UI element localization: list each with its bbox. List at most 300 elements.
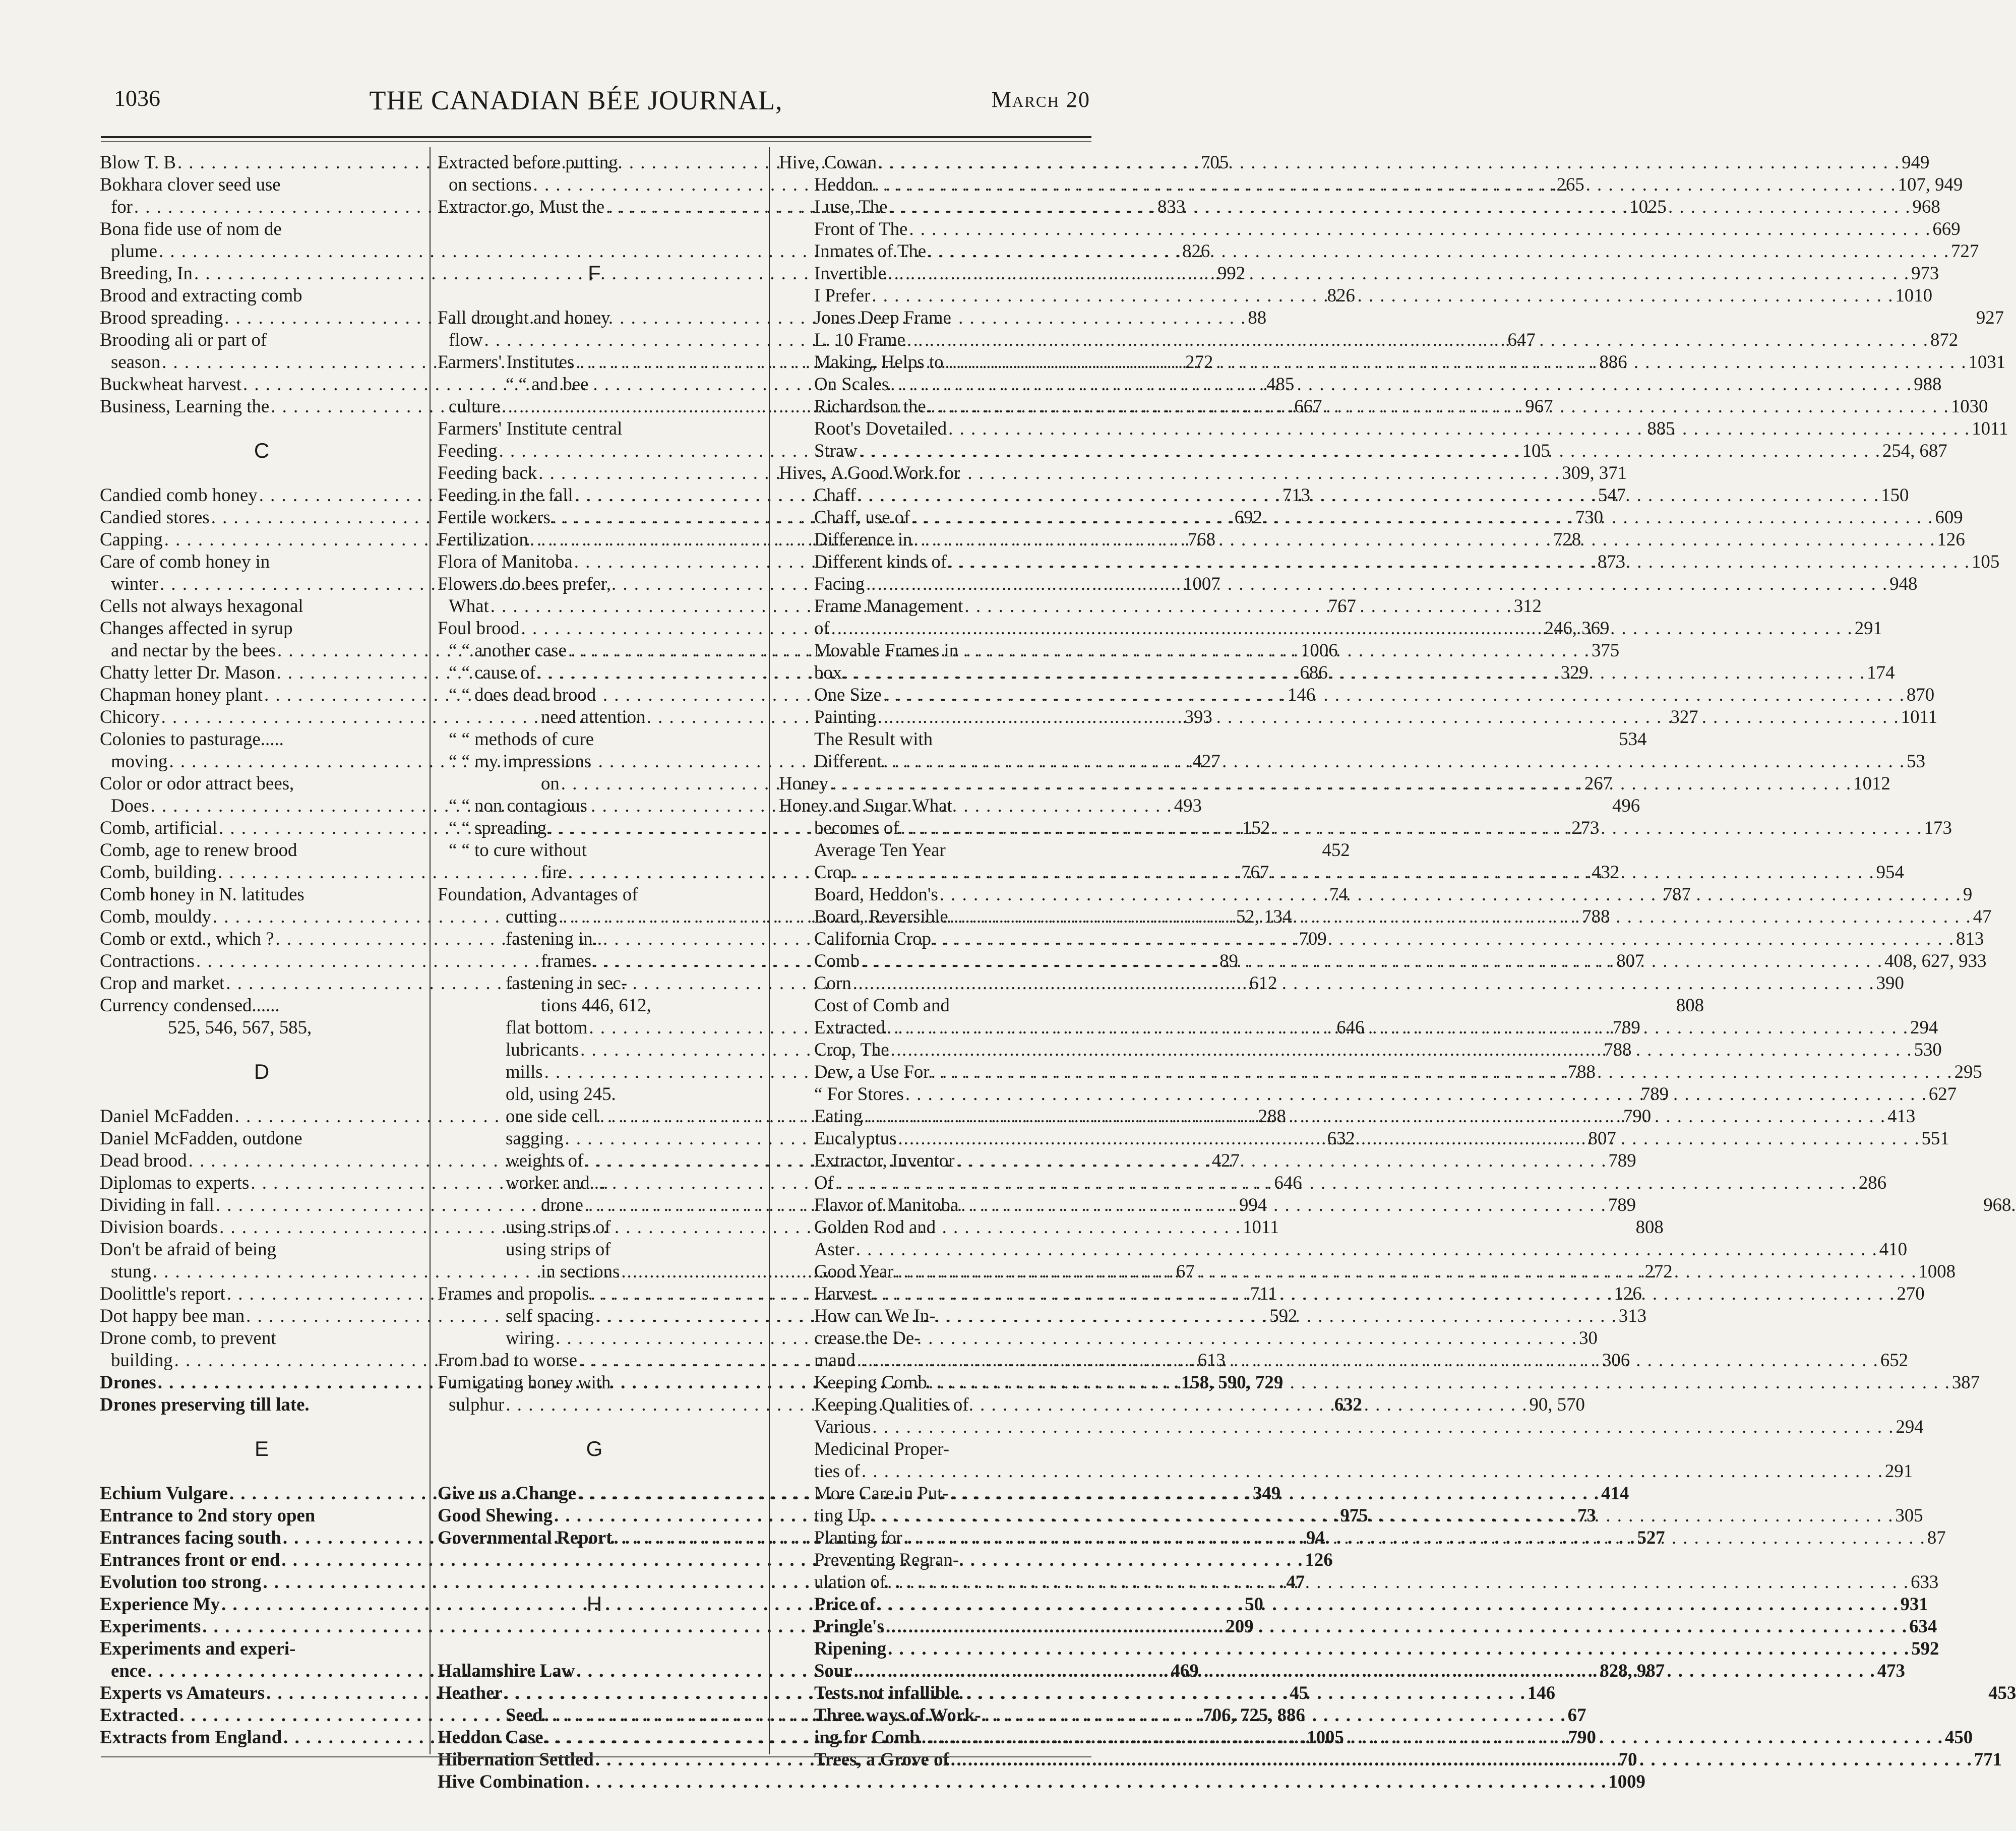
dot-leader bbox=[886, 1571, 1911, 1593]
index-entry bbox=[100, 772, 423, 795]
page-reference: 771 bbox=[1974, 1749, 2002, 1769]
page-reference: 728 bbox=[1553, 529, 1581, 550]
page-reference: 312 bbox=[1513, 595, 1542, 616]
dot-leader bbox=[583, 1771, 1608, 1793]
page-reference: 886 bbox=[1599, 351, 1627, 372]
entry-title: Contractions bbox=[100, 950, 195, 971]
entry-title: Aster bbox=[814, 1239, 854, 1259]
index-entry bbox=[100, 218, 423, 240]
entry-title: Difference in bbox=[814, 529, 912, 550]
entry-title: Fall drought and honey bbox=[438, 307, 610, 328]
index-entry bbox=[779, 595, 1091, 617]
page-reference: 273 bbox=[1571, 817, 1600, 838]
entry-title: Different kinds of bbox=[814, 551, 947, 572]
page-reference: 173 bbox=[1924, 817, 1952, 838]
footer-rule bbox=[101, 1756, 1091, 1757]
entry-title: Changes affected in syrup bbox=[100, 618, 293, 638]
page-reference: 88 bbox=[1248, 307, 1267, 328]
entry-title: Daniel McFadden, outdone bbox=[100, 1128, 302, 1148]
spacer bbox=[438, 218, 751, 240]
page-header bbox=[0, 85, 1152, 125]
page-reference: 948 bbox=[1889, 573, 1918, 594]
page-reference: 50 bbox=[1245, 1594, 1263, 1614]
entry-title: Experience My bbox=[100, 1594, 220, 1614]
section-letter: E bbox=[254, 1437, 269, 1460]
entry-title: Extractor go, Must the bbox=[438, 196, 605, 217]
page-reference: 988 bbox=[1914, 374, 1942, 394]
page-reference: 270 bbox=[1897, 1283, 1925, 1304]
entry-title: mills bbox=[506, 1061, 543, 1082]
entry-title: California Crop bbox=[814, 928, 931, 949]
page-reference: 592 bbox=[1911, 1638, 1939, 1659]
dot-leader bbox=[851, 972, 1876, 994]
entry-title: plume bbox=[111, 240, 157, 261]
entry-title: Seed bbox=[506, 1704, 543, 1725]
page-reference: 291 bbox=[1885, 1460, 1913, 1481]
dot-leader bbox=[938, 883, 1963, 905]
entry-title: Candied stores bbox=[100, 507, 210, 527]
page-reference: 158, 590, 729 bbox=[1181, 1372, 1284, 1392]
page-reference: 790 bbox=[1623, 1106, 1652, 1126]
page-reference: 294 bbox=[1896, 1416, 1924, 1437]
entry-title: Farmers' Institute central bbox=[438, 418, 623, 439]
page-reference: 70 bbox=[1618, 1749, 1637, 1769]
entry-title: Different bbox=[814, 751, 882, 771]
entry-title: Bokhara clover seed use bbox=[100, 174, 281, 195]
entry-title: Capping bbox=[100, 529, 163, 550]
dot-leader bbox=[931, 928, 1956, 950]
index-entry bbox=[100, 1327, 423, 1349]
page-reference: 808 bbox=[1676, 995, 1704, 1015]
index-entry bbox=[100, 728, 423, 750]
entry-title: becomes of bbox=[814, 817, 899, 838]
index-entry bbox=[779, 1460, 1913, 1482]
page-reference: 954 bbox=[1876, 862, 1904, 882]
dot-leader bbox=[912, 528, 1937, 551]
dot-leader bbox=[886, 262, 1911, 284]
index-entry bbox=[779, 1637, 1939, 1660]
index-entry bbox=[779, 1393, 1091, 1416]
dot-leader bbox=[885, 1016, 1910, 1039]
entry-title: frames bbox=[541, 950, 592, 971]
page-reference: 413 bbox=[1887, 1106, 1916, 1126]
index-entry bbox=[438, 972, 751, 994]
page-reference: 730 bbox=[1575, 507, 1604, 527]
page-reference: 286 bbox=[1858, 1172, 1887, 1193]
entry-title: Hallamshire Law bbox=[438, 1660, 575, 1681]
page-reference: 632 bbox=[1334, 1394, 1362, 1415]
page-reference: 272 bbox=[1644, 1261, 1673, 1281]
entry-title: “ “ does dead brood bbox=[449, 684, 596, 705]
dot-leader bbox=[854, 1238, 1879, 1260]
index-entry bbox=[779, 639, 1091, 661]
page-reference: 949 bbox=[1902, 152, 1930, 172]
entry-title: Inmates of The bbox=[814, 240, 927, 261]
entry-title: One Size bbox=[814, 684, 882, 705]
entry-title: tions 446, 612, bbox=[541, 995, 651, 1015]
entry-title: Breeding, In bbox=[100, 263, 193, 283]
index-entry bbox=[100, 1238, 423, 1260]
entry-title: Color or odor attract bees, bbox=[100, 773, 294, 794]
entry-title: “ “ methods of cure bbox=[449, 728, 594, 749]
entry-title: Daniel McFadden bbox=[100, 1106, 233, 1126]
entry-title: Division boards bbox=[100, 1216, 218, 1237]
dot-leader bbox=[856, 1349, 1880, 1371]
page-reference: 107, 949 bbox=[1898, 174, 1963, 195]
page-reference: 711 bbox=[1250, 1283, 1277, 1304]
dot-leader bbox=[949, 1748, 1974, 1771]
page-reference: 295 bbox=[1954, 1061, 1982, 1082]
dot-leader bbox=[830, 617, 1855, 639]
page-reference: 126 bbox=[1937, 529, 1965, 550]
page-reference: 873 bbox=[1597, 551, 1626, 572]
page-reference: 609 bbox=[1935, 507, 1963, 527]
page-reference: 152 bbox=[1242, 817, 1270, 838]
page-reference: 692 bbox=[1234, 507, 1262, 527]
entry-title: flow bbox=[449, 329, 483, 350]
page-reference: 551 bbox=[1921, 1128, 1949, 1148]
page-reference: 89 bbox=[1219, 950, 1238, 971]
entry-title: Governmental Report bbox=[438, 1527, 613, 1548]
page-reference: 146 bbox=[1288, 684, 1316, 705]
entry-title: Colonies to pasturage..... bbox=[100, 728, 284, 749]
page-reference: 329 bbox=[1560, 662, 1589, 683]
page-reference: 414 bbox=[1601, 1483, 1629, 1503]
entry-title: Richardson the bbox=[814, 396, 926, 416]
page-reference: 807 bbox=[1588, 1128, 1616, 1148]
dot-leader bbox=[860, 1460, 1885, 1482]
entry-title: Hive, Cowan bbox=[779, 152, 877, 172]
spacer bbox=[438, 1549, 751, 1571]
entry-title: Ripening bbox=[814, 1638, 887, 1659]
index-entry bbox=[779, 1482, 1091, 1504]
entry-title: Three ways of Work- bbox=[814, 1704, 981, 1725]
entry-title: “ “ non contagious bbox=[449, 795, 587, 816]
page-reference: 768 bbox=[1187, 529, 1215, 550]
dot-leader bbox=[930, 1061, 1954, 1083]
entry-title: Crop, The bbox=[814, 1039, 889, 1060]
dot-leader bbox=[871, 1416, 1896, 1438]
page-reference: 126 bbox=[1305, 1549, 1333, 1570]
section-letter: D bbox=[254, 1060, 270, 1083]
journal-title: THE CANADIAN BÉE JOURNAL, bbox=[369, 85, 783, 115]
page-reference: 634 bbox=[1909, 1616, 1937, 1636]
entry-title: Fertilization bbox=[438, 529, 528, 550]
entry-title: Chapman honey plant bbox=[100, 684, 263, 705]
entry-title: sagging bbox=[506, 1128, 564, 1148]
page-reference: 790 bbox=[1568, 1727, 1596, 1747]
entry-title: Does bbox=[111, 795, 149, 816]
page-reference: 788 bbox=[1604, 1039, 1632, 1060]
dot-leader bbox=[863, 1105, 1887, 1127]
index-entry bbox=[438, 307, 751, 329]
entry-title: on sections bbox=[449, 174, 532, 195]
page-reference: 968. bbox=[1983, 1194, 2016, 1215]
dot-leader bbox=[926, 240, 1951, 262]
entry-title: ting Up bbox=[814, 1505, 871, 1525]
page-reference: 592 bbox=[1269, 1305, 1298, 1326]
dot-leader bbox=[865, 573, 1889, 595]
dot-leader bbox=[886, 1637, 1911, 1660]
page-reference: 789 bbox=[1612, 1017, 1640, 1037]
entry-title: fastening in sec- bbox=[506, 972, 628, 993]
page-reference: 126 bbox=[1614, 1283, 1642, 1304]
entry-title: Frames and propolis bbox=[438, 1283, 589, 1304]
entry-title: Honey bbox=[779, 773, 829, 794]
entry-title: On Scales bbox=[814, 374, 889, 394]
entry-title: Making, Helps to bbox=[814, 351, 944, 372]
page-reference: 975 bbox=[1340, 1505, 1368, 1525]
page-reference: 410 bbox=[1879, 1239, 1907, 1259]
entry-title: “ “ to cure without bbox=[449, 839, 587, 860]
entry-title: Bona fide use of nom de bbox=[100, 218, 282, 239]
page-reference: 706, 725, 886 bbox=[1203, 1704, 1305, 1725]
page-reference: 646 bbox=[1274, 1172, 1302, 1193]
page-reference: 973 bbox=[1911, 263, 1939, 283]
index-entry bbox=[438, 151, 751, 173]
entry-title: stung bbox=[111, 1261, 151, 1281]
entry-title: The Result with bbox=[814, 728, 933, 749]
dot-leader bbox=[858, 440, 1882, 462]
entry-title: ence bbox=[111, 1660, 146, 1681]
entry-title: Various bbox=[814, 1416, 871, 1437]
entry-title: Brood spreading bbox=[100, 307, 223, 328]
dot-leader bbox=[828, 772, 1853, 795]
entry-title: Candied comb honey bbox=[100, 484, 258, 505]
entry-title: Buckwheat harvest bbox=[100, 374, 241, 394]
dot-leader bbox=[907, 218, 1932, 240]
page-reference: 393 bbox=[1184, 706, 1212, 727]
entry-title: Crop and market bbox=[100, 972, 225, 993]
entry-title: Comb, building bbox=[100, 862, 217, 882]
dot-leader bbox=[856, 484, 1881, 506]
spacer bbox=[438, 1637, 751, 1660]
dot-leader bbox=[905, 329, 1930, 351]
page-reference: 1011 bbox=[1901, 706, 1937, 727]
entry-title: Foul brood bbox=[438, 618, 520, 638]
entry-title: Eucalyptus bbox=[814, 1128, 897, 1148]
page-reference: 826 bbox=[1182, 240, 1210, 261]
entry-title: Chaff, use of bbox=[814, 507, 910, 527]
entry-title: ulation of bbox=[814, 1571, 886, 1592]
entry-title: Jones Deep Frame bbox=[814, 307, 951, 328]
page-reference: 527 bbox=[1637, 1527, 1665, 1548]
entry-title: “ “ another case bbox=[449, 640, 567, 660]
entry-title: Comb honey in N. latitudes bbox=[100, 884, 304, 904]
page-reference: 387 bbox=[1951, 1372, 1980, 1392]
index-entry bbox=[100, 994, 423, 1016]
page-reference: 150 bbox=[1881, 484, 1909, 505]
dot-leader bbox=[876, 706, 1901, 728]
entry-title: flat bottom bbox=[506, 1017, 588, 1037]
entry-title: “ “ cause of bbox=[449, 662, 536, 683]
entry-title: in sections bbox=[541, 1261, 620, 1281]
entry-title: Facing bbox=[814, 573, 865, 594]
section-letter: G bbox=[586, 1437, 603, 1460]
index-entry bbox=[779, 728, 1091, 750]
entry-title: Brooding ali or part of bbox=[100, 329, 267, 350]
dot-leader bbox=[920, 1726, 1945, 1748]
entry-title: Chatty letter Dr. Mason bbox=[100, 662, 275, 683]
page-reference: 408, 627, 933 bbox=[1884, 950, 1987, 971]
page-reference: 1030 bbox=[1950, 396, 1988, 416]
page-reference: 789 bbox=[1608, 1194, 1636, 1215]
page-reference: 288 bbox=[1258, 1106, 1286, 1126]
entry-title: old, using 245. bbox=[506, 1083, 616, 1104]
entry-title: using strips of bbox=[506, 1239, 611, 1259]
page-reference: 47 bbox=[1973, 906, 1992, 927]
index-entry bbox=[438, 573, 751, 595]
entry-title: Drones preserving till late. bbox=[100, 1394, 310, 1415]
page-reference: 1011 bbox=[1972, 418, 2008, 439]
page-reference: 1012 bbox=[1853, 773, 1890, 794]
page-reference: 992 bbox=[1217, 263, 1246, 283]
dot-leader bbox=[882, 684, 1907, 706]
column-divider bbox=[769, 147, 770, 1754]
entry-title: drone bbox=[541, 1194, 583, 1215]
dot-leader bbox=[583, 1149, 1608, 1172]
entry-title: I use, The bbox=[814, 196, 888, 217]
page-reference: 813 bbox=[1956, 928, 1984, 949]
entry-title: L. 10 Frame bbox=[814, 329, 905, 350]
dot-leader bbox=[583, 1194, 1608, 1216]
page-reference: 1006 bbox=[1301, 640, 1338, 660]
page-reference: 493 bbox=[1174, 795, 1202, 816]
index-entry bbox=[779, 839, 1091, 861]
entry-title: Entrances front or end bbox=[100, 1549, 280, 1570]
entry-title: Good Shewing bbox=[438, 1505, 553, 1525]
page-reference: 788 bbox=[1567, 1061, 1596, 1082]
entry-title: Flora of Manitoba bbox=[438, 551, 573, 572]
entry-title: Flowers do bees prefer, bbox=[438, 573, 611, 594]
page-reference: 254, 687 bbox=[1882, 440, 1947, 461]
entry-title: of bbox=[814, 618, 830, 638]
entry-title: How can We In- bbox=[814, 1305, 936, 1326]
page-reference: 885 bbox=[1647, 418, 1675, 439]
page-reference: 327 bbox=[1670, 706, 1698, 727]
index-entry bbox=[779, 1149, 1091, 1172]
index-entry bbox=[779, 795, 1091, 817]
page-reference: 613 bbox=[1197, 1350, 1226, 1370]
index-entry bbox=[779, 1416, 1924, 1438]
page-reference: 968 bbox=[1912, 196, 1940, 217]
page-reference: 627 bbox=[1928, 1083, 1957, 1104]
entry-title: Entrances facing south bbox=[100, 1527, 281, 1548]
entry-title: Tests not infallible. bbox=[814, 1682, 964, 1703]
entry-title: Evolution too strong bbox=[100, 1571, 262, 1592]
page-reference: 686 bbox=[1300, 662, 1328, 683]
page-reference: 767 bbox=[1241, 862, 1269, 882]
entry-title: lubricants bbox=[506, 1039, 579, 1060]
entry-title: Planting for bbox=[814, 1527, 902, 1548]
page-reference: 146 bbox=[1527, 1682, 1556, 1703]
entry-title: Front of The bbox=[814, 218, 908, 239]
page-reference: 652 bbox=[1880, 1350, 1909, 1370]
page-reference: 1010 bbox=[1895, 285, 1932, 306]
entry-title: Comb, mouldy bbox=[100, 906, 211, 927]
page-reference: 272 bbox=[1185, 351, 1213, 372]
entry-title: Hive Combination bbox=[438, 1771, 584, 1792]
entry-title: Hibernation Settled bbox=[438, 1749, 594, 1769]
dot-leader bbox=[897, 1127, 1922, 1149]
page-reference: 246, 369 bbox=[1544, 618, 1610, 638]
section-letter: H bbox=[586, 1592, 602, 1616]
entry-title: “ “ my impressions bbox=[449, 751, 592, 771]
page-reference: 306 bbox=[1602, 1350, 1630, 1370]
page-reference: 788 bbox=[1582, 906, 1610, 927]
entry-title: Comb or extd., which ? bbox=[100, 928, 274, 949]
dot-leader bbox=[889, 373, 1914, 395]
entry-title: Flavor of Manitoba bbox=[814, 1194, 959, 1215]
page-reference: 174 bbox=[1867, 662, 1895, 683]
page-reference: 789 bbox=[1608, 1150, 1636, 1171]
header-rule-thin bbox=[101, 141, 1091, 142]
index-entry bbox=[100, 617, 423, 639]
dot-leader bbox=[947, 551, 1972, 573]
index-entry bbox=[438, 373, 751, 395]
entry-title: Extracted before putting bbox=[438, 152, 618, 172]
index-entry bbox=[779, 1238, 1907, 1260]
entry-title: Root's Dovetailed bbox=[814, 418, 947, 439]
page-number: 1036 bbox=[114, 85, 160, 111]
entry-title: building bbox=[111, 1350, 173, 1370]
dot-leader bbox=[884, 1615, 1909, 1637]
page-reference: 390 bbox=[1876, 972, 1904, 993]
entry-title: using strips of bbox=[506, 1216, 611, 1237]
page-reference: 967 bbox=[1525, 396, 1553, 416]
page-reference: 67 bbox=[1567, 1704, 1586, 1725]
index-entry bbox=[779, 1216, 1091, 1238]
entry-title: Honey and Sugar What bbox=[779, 795, 952, 816]
index-entry bbox=[438, 1371, 751, 1393]
page-reference: 667 bbox=[1294, 396, 1322, 416]
page-reference: 1008 bbox=[1918, 1261, 1956, 1281]
entry-title: Hives, A Good Work for bbox=[779, 462, 960, 483]
page-reference: 74 bbox=[1329, 884, 1348, 904]
page-reference: 646 bbox=[1336, 1017, 1365, 1037]
entry-title: Corn bbox=[814, 972, 851, 993]
entry-title: Price of bbox=[814, 1594, 876, 1614]
page-reference: 612 bbox=[1249, 972, 1277, 993]
page-reference: 9 bbox=[1963, 884, 1973, 904]
page-reference: 313 bbox=[1618, 1305, 1646, 1326]
page-reference: 994 bbox=[1239, 1194, 1267, 1215]
header-rule bbox=[101, 136, 1091, 138]
page-reference: 833 bbox=[1157, 196, 1186, 217]
page-reference: 1031 bbox=[1968, 351, 2006, 372]
page-reference: 349 bbox=[1252, 1483, 1281, 1503]
page-reference: 47 bbox=[1286, 1571, 1305, 1592]
page-reference: 1009 bbox=[1608, 1771, 1645, 1792]
entry-title: Drone comb, to prevent bbox=[100, 1327, 276, 1348]
entry-title: Good Year bbox=[814, 1261, 894, 1281]
entry-title: Comb, age to renew brood bbox=[100, 839, 297, 860]
section-letter: C bbox=[254, 439, 270, 462]
index-entry bbox=[779, 462, 1091, 484]
entry-title: Extracted bbox=[100, 1704, 178, 1725]
page-reference: 90, 570 bbox=[1529, 1394, 1585, 1415]
page-reference: 647 bbox=[1507, 329, 1536, 350]
page-reference: 1007 bbox=[1183, 573, 1220, 594]
page-reference: 105 bbox=[1972, 551, 2000, 572]
dot-leader bbox=[877, 151, 1902, 173]
page-reference: 105 bbox=[1522, 440, 1550, 461]
entry-title: Of bbox=[814, 1172, 834, 1193]
page-reference: 669 bbox=[1932, 218, 1961, 239]
entry-title: Feeding bbox=[438, 440, 498, 461]
page-reference: 789 bbox=[1640, 1083, 1669, 1104]
page-reference: 1005 bbox=[1307, 1727, 1344, 1747]
